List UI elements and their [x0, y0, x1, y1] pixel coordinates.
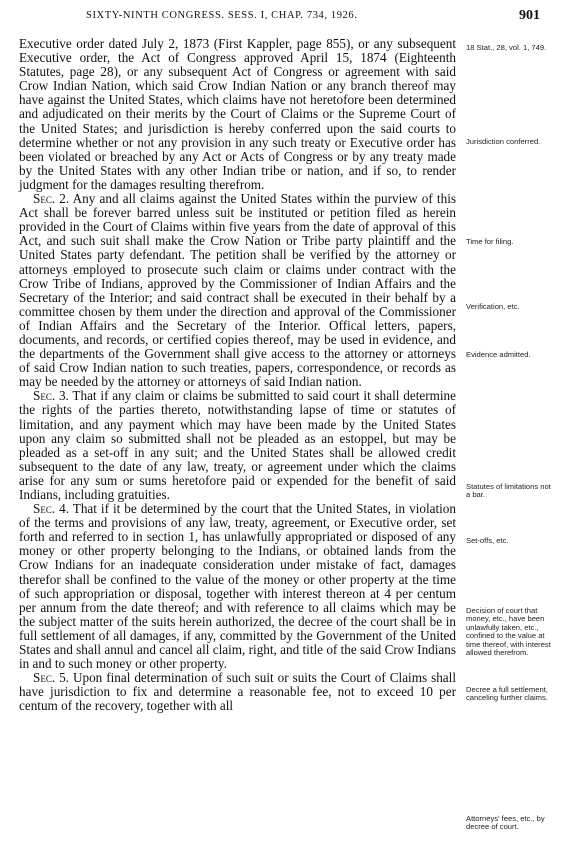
section-label: Sec. 3.	[33, 388, 69, 404]
margin-note: Time for filing.	[466, 237, 514, 246]
section-4	[19, 502, 456, 671]
paragraph-text: That if it be determined by the court that the United States, in violation of the terms and provisions of any law, treaty, agreement, or Executive order, set forth and referred to in section 1, has unlawfully appropriated or disposed of any money or other property belonging to the Indians, or obtained lands from the Crow Indians for an inadequate consideration under mistake of fact, damages therefor shall be confined to the value of the money or other property at the time of such appropriation or disposal, together with interest thereon at 4 per centum per annum from the date thereof; and with reference to all claims which may be the subject matter of the suits herein authorized, the decree of the court shall be in full settlement of all damages, if any, committed by the Government of the United States and shall annul and cancel all claim, right, and title of the said Crow Indians in and to such money or other property.	[19, 501, 456, 672]
section-3	[19, 389, 456, 502]
margin-note: Verification, etc.	[466, 302, 520, 311]
paragraph-text: Upon final determination of such suit or suits the Court of Claims shall have jurisdiction to fix and determine a reasonable fee, not to exceed 10 per centum of the recovery, together with all	[19, 670, 456, 714]
section-label: Sec. 2.	[33, 191, 70, 207]
paragraph-continued	[19, 37, 456, 192]
margin-note: Decree a full settlement, canceling further claims.	[466, 685, 548, 703]
main-text	[19, 37, 456, 714]
margin-note: Evidence admitted.	[466, 350, 531, 359]
page-header	[0, 8, 562, 26]
margin-note: Statutes of limitations not a bar.	[466, 482, 551, 500]
margin-note: Attorneys' fees, etc., by decree of court.	[466, 814, 545, 832]
margin-note: 18 Stat., 28, vol. 1, 749.	[466, 43, 547, 52]
paragraph-text: That if any claim or claims be submitted to said court it shall determine the rights of the parties thereto, notwithstanding lapse of time or statutes of limitation, and any payment which may have been made by the United States upon any claim so submitted shall not be pleaded as an estoppel, but may be pleaded as a set-off in any suit; and the United States shall be allowed credit subsequent to the date of any law, treaty, or agreement under which the claims arise for any sum or sums heretofore paid or expended for the benefit of said Indians, including gratuities.	[19, 388, 456, 502]
running-head: SIXTY-NINTH CONGRESS. SESS. I, CHAP. 734, 1926.	[86, 10, 358, 21]
section-2	[19, 192, 456, 389]
section-5	[19, 671, 456, 713]
section-label: Sec. 5.	[33, 670, 69, 686]
margin-note: Jurisdiction conferred.	[466, 137, 541, 146]
paragraph-text: Executive order dated July 2, 1873 (First Kappler, page 855), or any subsequent Executive order, the Act of Congress approved April 15, 1874 (Eighteenth Statutes, page 28), or any subsequent Act of Congress or agreement with said Crow Indian Nation, which said Crow Indian Nation or any branch thereof may have against the United States, which claims have not heretofore been determined and adjudicated on their merits by the Court of Claims or the Supreme Court of the United States; and jurisdiction is hereby conferred upon the said courts to determine whether or not any provision in any such treaty or Executive order has been violated or breached by any Act or Acts of Congress or by any treaty made by the United States with any other Indian tribe or nation, and if so, to render judgment for the damages resulting therefrom.	[19, 36, 456, 192]
section-label: Sec. 4.	[33, 501, 70, 517]
margin-note: Set-offs, etc.	[466, 536, 509, 545]
paragraph-text: Any and all claims against the United States within the purview of this Act shall be forever barred unless suit be instituted or petition filed as herein provided in the Court of Claims within five years from the date of approval of this Act, and such suit shall make the Crow Nation or Tribe party plaintiff and the United States party defendant. The petition shall be verified by the attorney or attorneys employed to prosecute such claim or claims under contract with the Crow Tribe of Indians, approved by the Commissioner of Indian Affairs and the Secretary of the Interior; and said contract shall be executed in their behalf by a committee chosen by them under the direction and approval of the Commissioner of Indian Affairs and the Secretary of the Interior. Offical letters, papers, documents, and records, or certified copies thereof, may be used in evidence, and the departments of the Government shall give access to the attorney or attorneys of said Crow Indian nation to such treaties, papers, correspondence, or records as may be needed by the attorney or attorneys of said Indian nation.	[19, 191, 456, 390]
margin-note: Decision of court that money, etc., have been unlawfully taken, etc., confined to the value at time thereof, with interest allowed therefrom.	[466, 606, 551, 658]
page-number: 901	[519, 8, 540, 23]
